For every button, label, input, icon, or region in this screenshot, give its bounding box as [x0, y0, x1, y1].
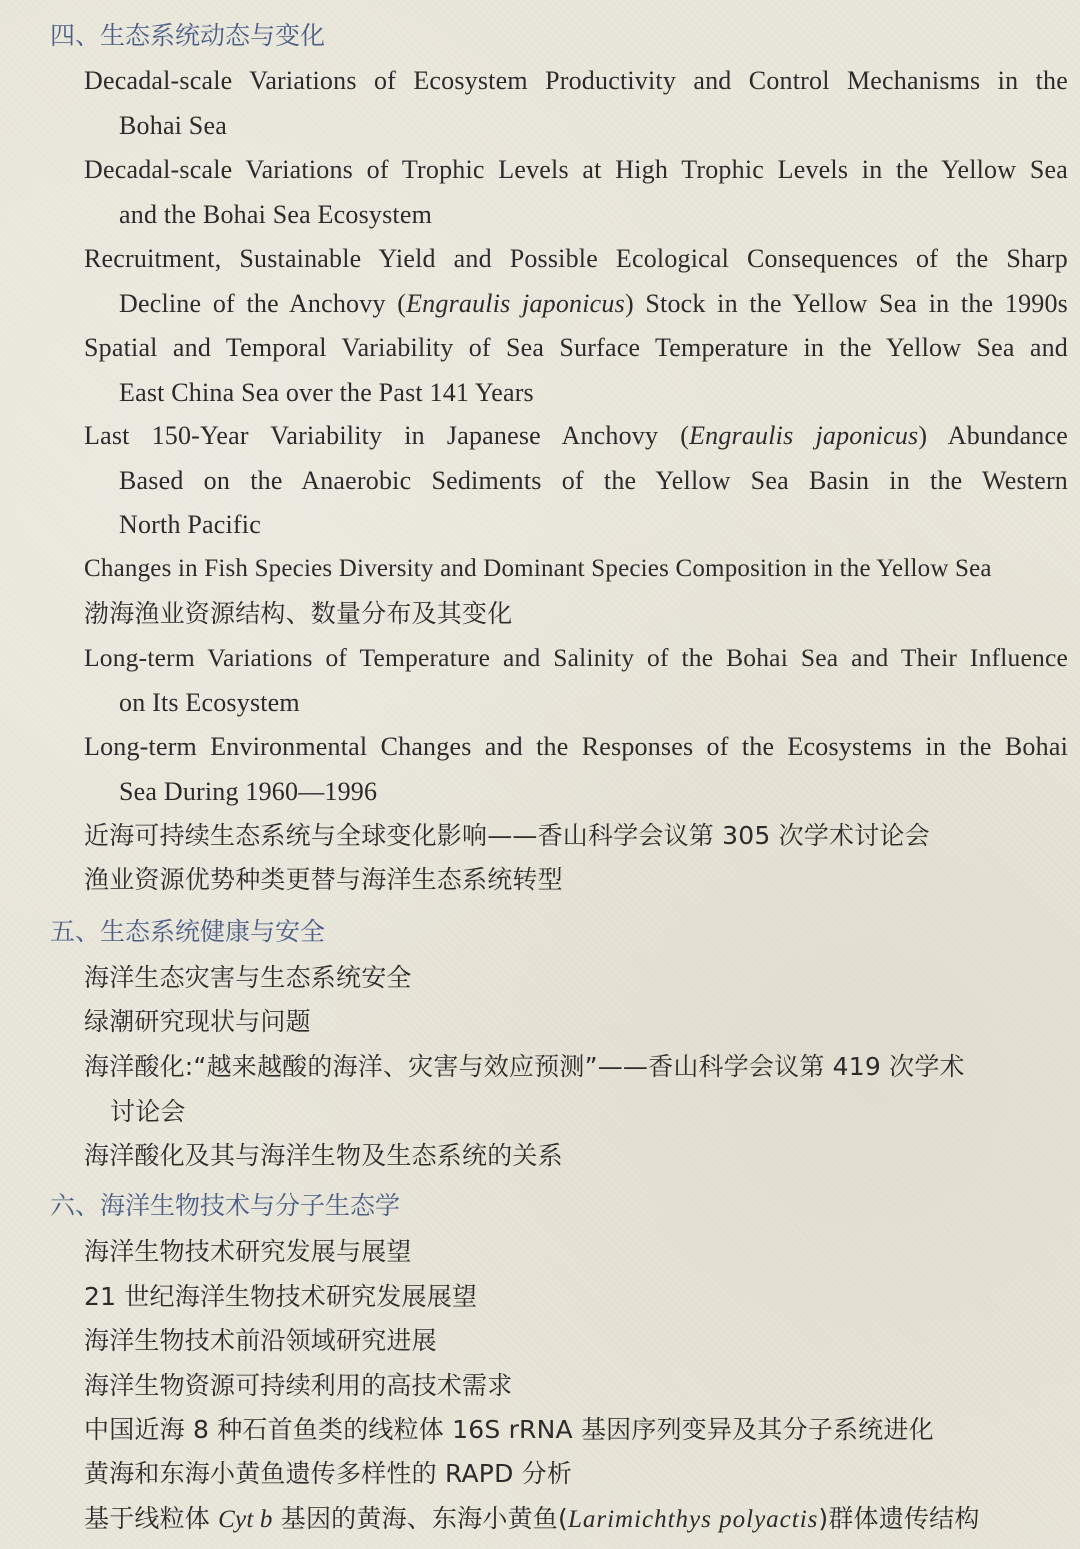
entry-item: Long-term Environmental Changes and the Responses of the Ecosystems in the Bohai Sea During 1960—1996: [84, 732, 1068, 806]
entry-item: 海洋生物技术研究发展与展望: [84, 1237, 412, 1266]
entry-item: 海洋酸化及其与海洋生物及生态系统的关系: [84, 1141, 563, 1170]
section-title-4: 四、生态系统动态与变化: [50, 21, 326, 50]
entry-item: Decadal-scale Variations of Trophic Levels at High Trophic Levels in the Yellow Sea and the Bohai Sea Ecosystem: [84, 155, 1068, 229]
section-title-6: 六、海洋生物技术与分子生态学: [50, 1191, 401, 1220]
entry-item: 中国近海 8 种石首鱼类的线粒体 16S rRNA 基因序列变异及其分子系统进化: [84, 1415, 934, 1444]
entry-item: 海洋酸化:“越来越酸的海洋、灾害与效应预测”——香山科学会议第 419 次学术 讨论会: [84, 1052, 965, 1126]
entry-item: 21 世纪海洋生物技术研究发展展望: [84, 1282, 478, 1311]
entry-item: Last 150-Year Variability in Japanese Anchovy (Engraulis japonicus) Abundance Based on the Anaerobic Sediments of the Yellow Sea Basin in the Western North Pacific: [84, 421, 1068, 539]
entry-item: 黄海和东海小黄鱼遗传多样性的 RAPD 分析: [84, 1459, 573, 1488]
entry-item: Recruitment, Sustainable Yield and Possible Ecological Consequences of the Sharp Decline of the Anchovy (Engraulis japonicus) Stock in the Yellow Sea in the 1990s: [84, 244, 1068, 318]
entry-item: 近海可持续生态系统与全球变化影响——香山科学会议第 305 次学术讨论会: [84, 821, 930, 850]
entry-item: 海洋生态灾害与生态系统安全: [84, 963, 412, 992]
entry-item: 海洋生物技术前沿领域研究进展: [84, 1326, 437, 1355]
section-title-5: 五、生态系统健康与安全: [50, 917, 326, 946]
entry-item: 绿潮研究现状与问题: [84, 1007, 311, 1036]
entry-item: Changes in Fish Species Diversity and Dominant Species Composition in the Yellow Sea: [84, 555, 992, 582]
entry-item: 渤海渔业资源结构、数量分布及其变化: [84, 599, 513, 628]
entry-item: 基于线粒体 Cyt b 基因的黄海、东海小黄鱼(Larimichthys polyactis)群体遗传结构: [84, 1504, 980, 1533]
entry-item: Long-term Variations of Temperature and Salinity of the Bohai Sea and Their Influence on Its Ecosystem: [84, 643, 1068, 717]
entry-item: Decadal-scale Variations of Ecosystem Productivity and Control Mechanisms in the Bohai Sea: [84, 66, 1068, 140]
entry-item: Spatial and Temporal Variability of Sea Surface Temperature in the Yellow Sea and East China Sea over the Past 141 Years: [84, 333, 1068, 407]
entry-item: 海洋生物资源可持续利用的高技术需求: [84, 1371, 513, 1400]
entry-item: 渔业资源优势种类更替与海洋生态系统转型: [84, 865, 563, 894]
